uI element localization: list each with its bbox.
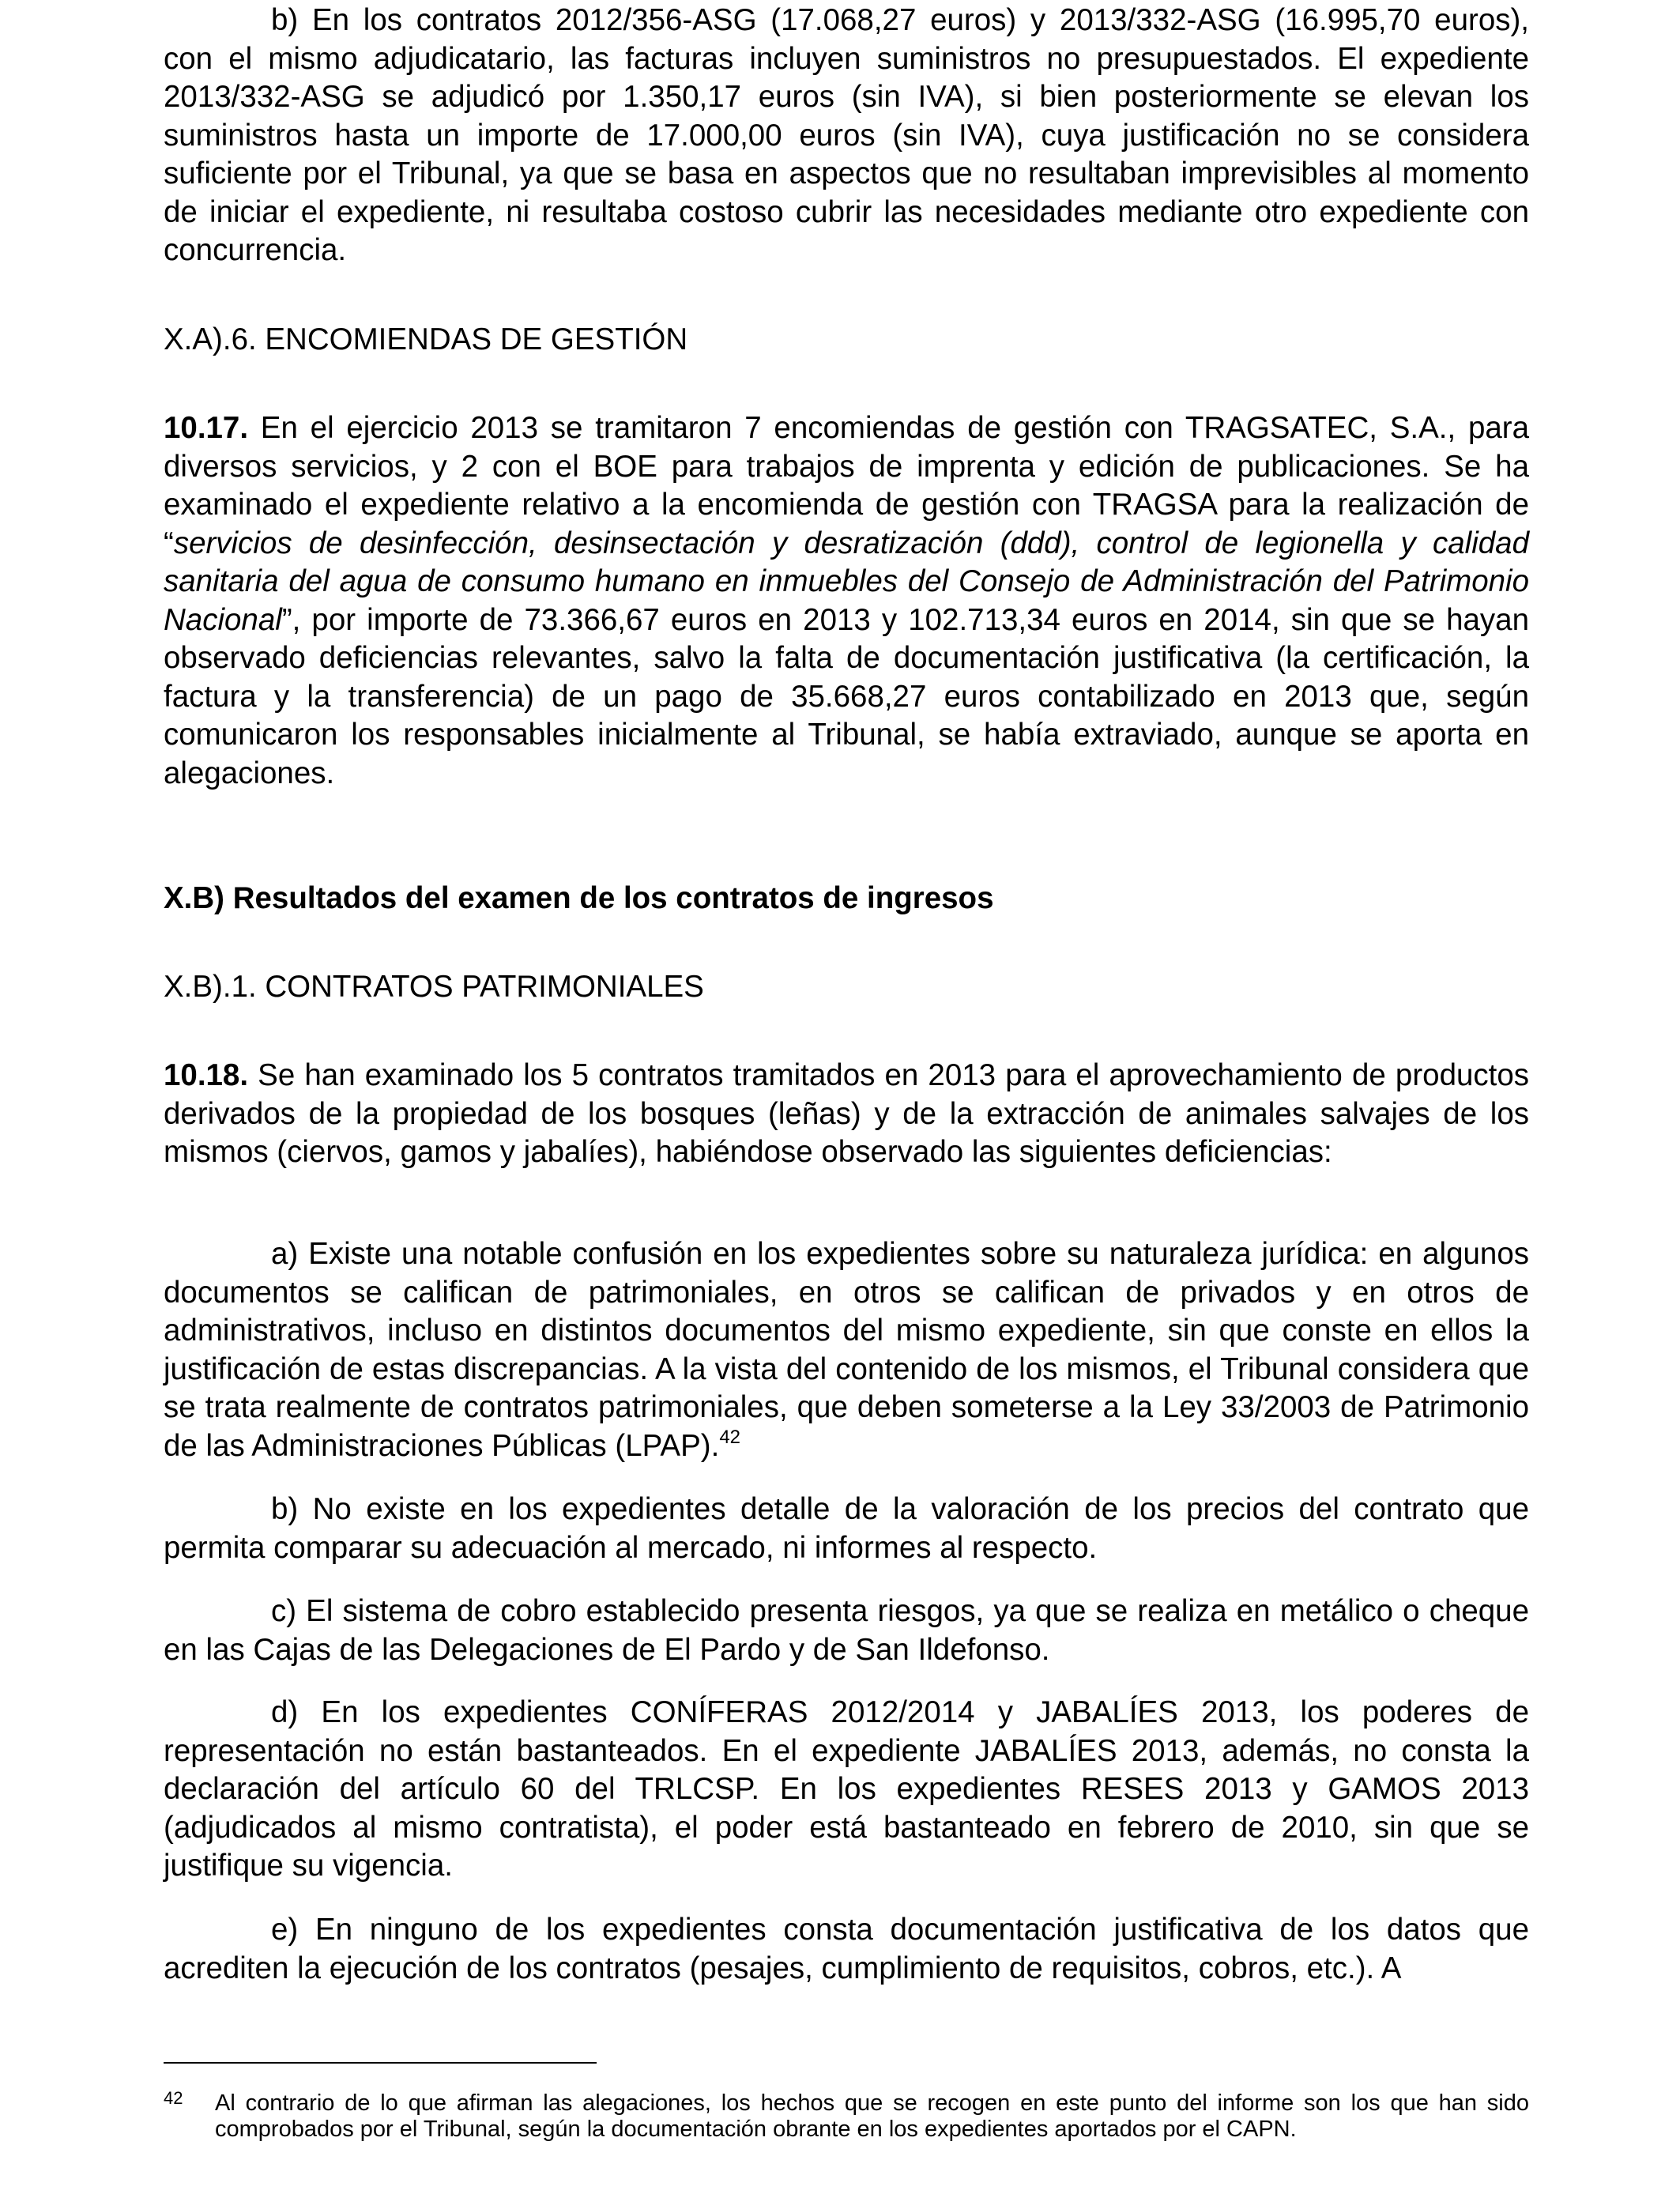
paragraph-b-top: b) En los contratos 2012/356-ASG (17.068,27 euros) y 2013/332-ASG (16.995,70 euros), con el mismo adjudicatario, las facturas incluyen suministros no presupuestados. El expediente 2013/332-ASG se adjudicó por 1.350,17 euros (sin IVA), si bien posteriormente se elevan los suministros hasta un importe de 17.000,00 euros (sin IVA), cuya justificación no se considera suficiente por el Tribunal, ya que se basa en aspectos que no resultaban imprevisibles al momento de iniciar el expediente, ni resultaba costoso cubrir las necesidades mediante otro expediente con concurrencia. [164,3,1529,267]
footnote-separator [164,2062,597,2064]
quoted-title: servicios de desinfección, desinsectación y desratización (ddd), control de legionella y calidad sanitaria del agua de consumo humano en inmuebles del Consejo de Administración del Patrimonio Nacional [164,526,1529,637]
footnote-reference[interactable]: 42 [719,1426,741,1448]
list-item-a [164,1235,1529,1465]
list-item-d: d) En los expedientes CONÍFERAS 2012/2014 y JABALÍES 2013, los poderes de representación no están bastanteados. En el expediente JABALÍES 2013, además, no consta la declaración del artículo 60 del TRLCSP. En los expedientes RESES 2013 y GAMOS 2013 (adjudicados al mismo contratista), el poder está bastanteado en febrero de 2010, sin que se justifique su vigencia. [164,1695,1529,1883]
paragraph-text: Se han examinado los 5 contratos tramitados en 2013 para el aprovechamiento de productos derivados de la propiedad de los bosques (leñas) y de la extracción de animales salvajes de los mismos (ciervos, gamos y jabalíes), habiéndose observado las siguientes deficiencias: [164,1058,1529,1169]
paragraph-10-18 [164,1057,1529,1172]
section-heading-xb1: X.B).1. CONTRATOS PATRIMONIALES [164,970,704,1004]
paragraph-text: En el ejercicio 2013 se tramitaron 7 encomiendas de gestión con TRAGSATEC, S.A., para diversos servicios, y 2 con el BOE para trabajos de imprenta y edición de publicaciones. Se ha examinado el expediente relativo a la encomienda de gestión con TRAGSA para la realización de “ [164,411,1529,560]
paragraph-number: 10.17. [164,411,249,445]
section-heading-xa6: X.A).6. ENCOMIENDAS DE GESTIÓN [164,322,688,356]
section-heading-xb: X.B) Resultados del examen de los contratos de ingresos [164,881,994,915]
paragraph-number: 10.18. [164,1058,249,1092]
list-item-c: c) El sistema de cobro establecido presenta riesgos, ya que se realiza en metálico o cheque en las Cajas de las Delegaciones de El Pardo y de San Ildefonso. [164,1594,1529,1667]
item-text: a) Existe una notable confusión en los expedientes sobre su naturaleza jurídica: en algunos documentos se califican de patrimoniales, en otros se califican de privados y en otros de administrativos, incluso en distintos documentos del mismo expediente, sin que conste en ellos la justificación de estas discrepancias. A la vista del contenido de los mismos, el Tribunal considera que se trata realmente de contratos patrimoniales, que deben someterse a la Ley 33/2003 de Patrimonio de las Administraciones Públicas (LPAP). [164,1237,1529,1463]
list-item-b: b) No existe en los expedientes detalle de la valoración de los precios del contrato que permita comparar su adecuación al mercado, ni informes al respecto. [164,1492,1529,1565]
footnote [164,2090,1529,2142]
list-item-e: e) En ninguno de los expedientes consta documentación justificativa de los datos que acrediten la ejecución de los contratos (pesajes, cumplimiento de requisitos, cobros, etc.). A [164,1913,1529,1985]
paragraph-text: ”, por importe de 73.366,67 euros en 2013 y 102.713,34 euros en 2014, sin que se hayan observado deficiencias relevantes, salvo la falta de documentación justificativa (la certificación, la factura y la transferencia) de un pago de 35.668,27 euros contabilizado en 2013 que, según comunicaron los responsables inicialmente al Tribunal, se había extraviado, aunque se aporta en alegaciones. [164,602,1529,790]
paragraph-10-17 [164,409,1529,793]
footnote-number: 42 [164,2088,183,2108]
footnote-text: Al contrario de lo que afirman las alegaciones, los hechos que se recogen en este punto del informe son los que han sido comprobados por el Tribunal, según la documentación obrante en los expedientes aportados por el CAPN. [215,2090,1529,2142]
